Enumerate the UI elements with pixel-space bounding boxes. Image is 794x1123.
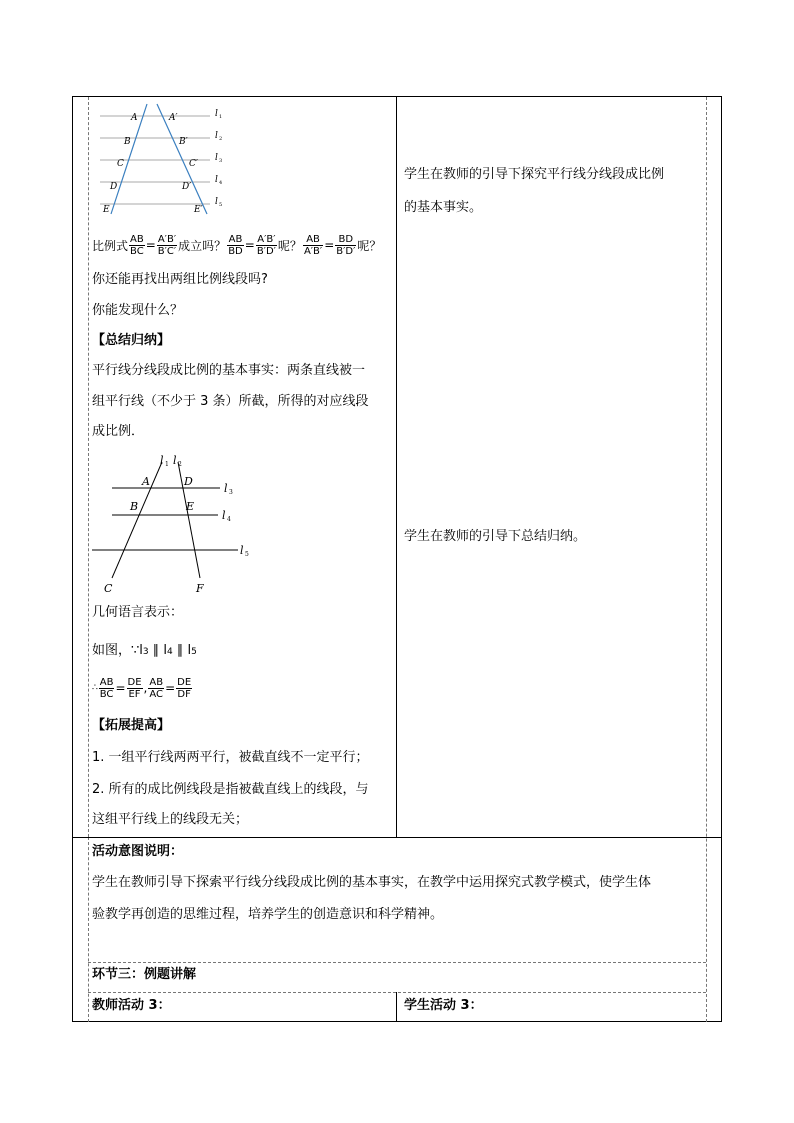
q-prefix: 比例式	[92, 238, 129, 253]
label-l5: l	[215, 197, 218, 207]
label2-l4: l	[222, 509, 226, 522]
intent-heading: 活动意图说明：	[92, 844, 184, 859]
left-dashed-border-lower	[88, 837, 89, 1022]
label-l4-sub: 4	[219, 180, 223, 186]
label2-l2: l	[173, 454, 177, 467]
label-B: B	[124, 137, 131, 147]
parallel-lines-diagram-2	[90, 450, 260, 600]
therefore-symbol: ∴	[92, 683, 98, 693]
label-l5-sub: 5	[219, 202, 223, 208]
question-discover: 你能发现什么？	[92, 303, 184, 318]
equals: =	[145, 238, 156, 252]
label2-F: F	[196, 582, 204, 595]
label2-E: E	[186, 500, 195, 513]
q-mid1: 成立吗？	[178, 238, 227, 253]
student-activity-3: 学生活动 3：	[404, 998, 483, 1013]
label-E: E	[103, 205, 110, 215]
label2-l5-sub: 5	[245, 551, 249, 558]
geometry-language-label: 几何语言表示：	[92, 605, 184, 620]
summary-line-2: 组平行线（不少于 3 条）所截，所得的对应线段	[92, 394, 369, 409]
question-find-more: 你还能再找出两组比例线段吗?	[92, 272, 268, 287]
fraction-a1b1-b1d1: $\frac{A'B'}{B'D'}$	[256, 233, 276, 257]
label-l3-sub: 3	[219, 158, 223, 164]
label2-A: A	[142, 475, 150, 488]
summary-line-1: 平行线分线段成比例的基本事实：两条直线被一	[92, 363, 366, 378]
label2-l1-sub: 1	[165, 461, 169, 468]
intent-line-2: 验教学再创造的思维过程，培养学生的创造意识和科学精神。	[92, 907, 444, 922]
given-statement: 如图，∵l3 ∥ l4 ∥ l5	[92, 643, 197, 658]
column-divider	[396, 97, 397, 837]
fraction-a1b1-b1c1: $\frac{A'B'}{B'C'}$	[157, 233, 177, 257]
label-A: A	[131, 113, 138, 123]
label-l2-sub: 2	[219, 136, 223, 142]
label2-B: B	[130, 500, 139, 513]
q-end: 呢？	[357, 238, 382, 253]
equals: =	[244, 238, 255, 252]
fraction-g1: $\frac{AB}{BC}$	[99, 676, 114, 700]
intent-line-1: 学生在教师引导下探索平行线分线段成比例的基本事实，在教学中运用探究式教学模式，使学生体	[92, 875, 652, 890]
fraction-g2: $\frac{DE}{EF}$	[127, 676, 142, 700]
label-D: D	[110, 182, 118, 192]
row-divider-3	[88, 992, 706, 993]
right-dashed-border	[706, 97, 707, 1022]
label-C: C	[117, 159, 124, 169]
fraction-g4: $\frac{DE}{DF}$	[177, 676, 192, 700]
label-l4: l	[215, 175, 218, 185]
conclusion-proportions: ∴ $\frac{AB}{BC}$ = $\frac{DE}{EF}$ , $\frac{AB}{AC}$ = $\frac{DE}{DF}$	[92, 676, 192, 700]
label-A-prime: A′	[169, 113, 178, 123]
label2-l5: l	[240, 544, 244, 557]
extension-heading: 【拓展提高】	[92, 718, 171, 733]
label2-l3-sub: 3	[229, 489, 233, 496]
extension-point-1: 1. 一组平行线两两平行，被截直线不一定平行；	[92, 750, 369, 765]
label-l3: l	[215, 153, 218, 163]
label-D-prime: D′	[182, 182, 192, 192]
label2-l1: l	[160, 454, 164, 467]
left-dashed-border	[88, 97, 89, 837]
label2-l2-sub: 2	[178, 461, 182, 468]
label2-l3: l	[224, 482, 228, 495]
label-B-prime: B′	[179, 137, 188, 147]
section3-title: 环节三：例题讲解	[92, 967, 197, 982]
teacher-activity-3: 教师活动 3：	[92, 998, 171, 1013]
extension-point-2b: 这组平行线上的线段无关；	[92, 812, 249, 827]
summary-heading: 【总结归纳】	[92, 333, 171, 348]
proportion-questions	[92, 230, 381, 260]
student-activity-1-line2: 的基本事实。	[404, 200, 483, 215]
column-divider-lower	[396, 992, 397, 1022]
fraction-ab-bc: $\frac{AB}{BC}$	[130, 233, 144, 257]
label2-C: C	[104, 582, 113, 595]
fraction-bd-b1d1: $\frac{BD}{B'D'}$	[336, 233, 356, 257]
row-divider-1	[72, 837, 722, 838]
label-l1: l	[215, 109, 218, 119]
label-E-prime: E′	[194, 205, 203, 215]
student-activity-1-line1: 学生在教师的引导下探究平行线分线段成比例	[404, 167, 665, 182]
equals: =	[324, 238, 335, 252]
fraction-g3: $\frac{AB}{AC}$	[149, 676, 164, 700]
q-mid2: 呢？	[277, 238, 302, 253]
extension-point-2a: 2. 所有的成比例线段是指被截直线上的线段，与	[92, 782, 369, 797]
label2-l4-sub: 4	[227, 516, 231, 523]
label2-D: D	[184, 475, 193, 488]
student-activity-2: 学生在教师的引导下总结归纳。	[404, 529, 587, 544]
label-l2: l	[215, 131, 218, 141]
fraction-ab-bd: $\frac{AB}{BD}$	[228, 233, 243, 257]
summary-line-3: 成比例．	[92, 424, 145, 439]
row-divider-2	[88, 962, 706, 963]
label-C-prime: C′	[189, 159, 198, 169]
label-l1-sub: 1	[219, 114, 223, 120]
fraction-ab-a1b1: $\frac{AB}{A'B'}$	[303, 233, 323, 257]
parallel-lines-diagram-1	[95, 100, 230, 220]
